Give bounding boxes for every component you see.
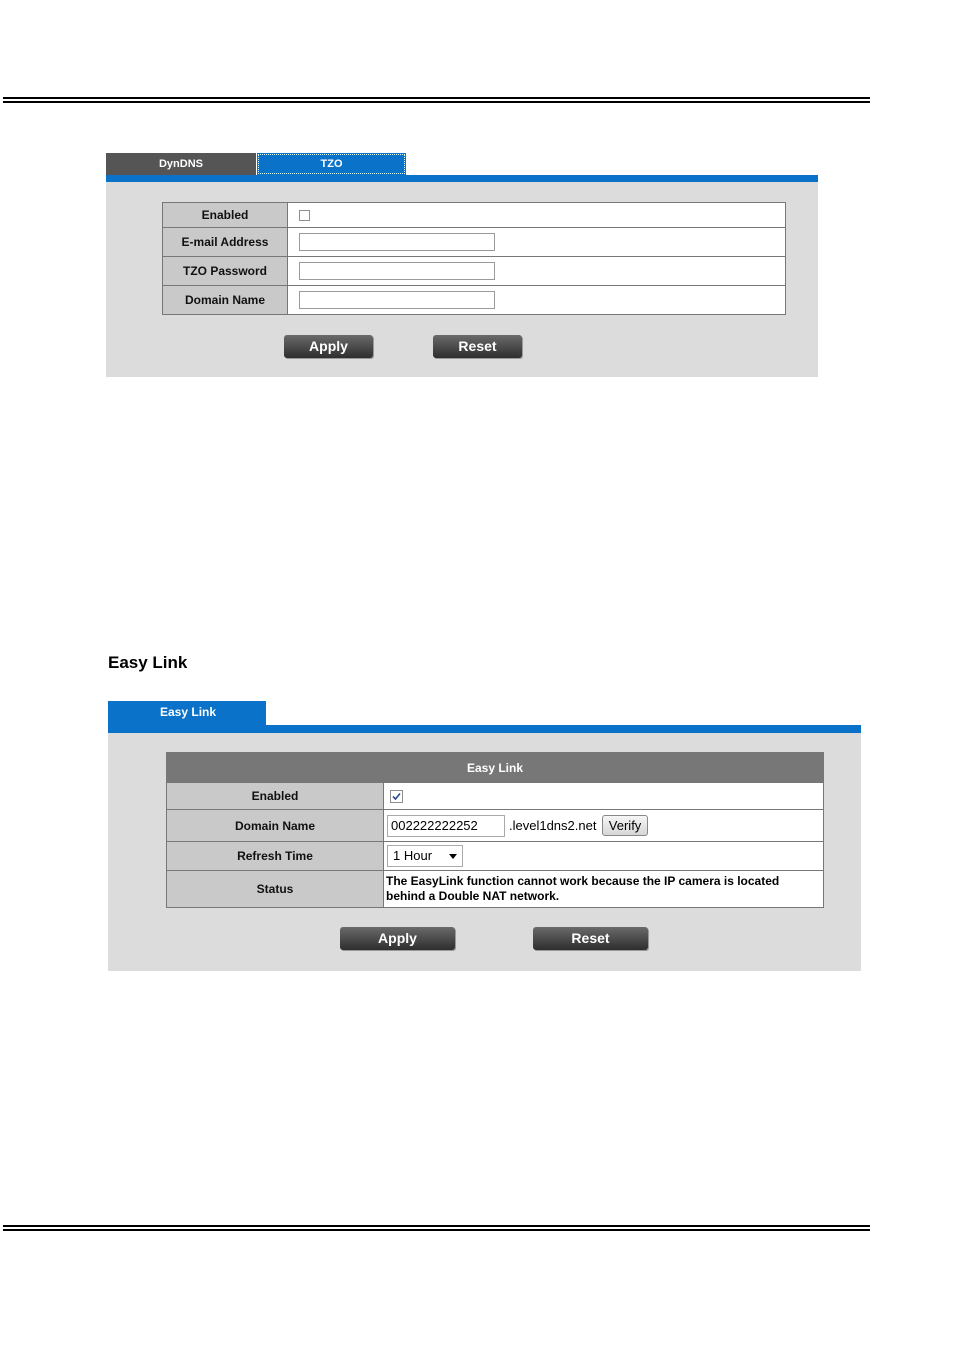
easy-link-panel	[108, 725, 861, 971]
tzo-panel	[106, 175, 818, 377]
tzo-blue-bar	[106, 175, 818, 182]
tzo-row-email	[163, 228, 786, 257]
tab-dyndns[interactable]: DynDNS	[106, 153, 256, 175]
tzo-enabled-checkbox[interactable]	[299, 210, 310, 221]
easy-link-heading: Easy Link	[108, 653, 188, 672]
easy-apply-button[interactable]: Apply	[340, 927, 455, 950]
easy-link-table	[166, 752, 824, 908]
easy-domain-label: Domain Name	[167, 810, 384, 842]
easy-link-header-row	[167, 753, 824, 783]
password-label: TZO Password	[163, 257, 288, 286]
status-label: Status	[167, 871, 384, 908]
chevron-down-icon	[449, 854, 457, 859]
easy-enabled-checkbox[interactable]	[390, 790, 403, 803]
top-rule	[3, 97, 870, 103]
status-text: The EasyLink function cannot work because the IP camera is located behind a Double NAT network.	[384, 871, 824, 908]
tzo-row-domain	[163, 286, 786, 315]
easy-link-blue-bar	[108, 725, 861, 733]
easy-link-row-status	[167, 871, 824, 908]
tab-tzo[interactable]: TZO	[257, 153, 406, 175]
password-input[interactable]	[299, 262, 495, 280]
tzo-row-enabled	[163, 203, 786, 228]
easy-link-row-enabled	[167, 783, 824, 810]
domain-label: Domain Name	[163, 286, 288, 315]
check-icon	[391, 791, 402, 802]
easy-link-table-title: Easy Link	[167, 753, 824, 783]
tzo-row-password	[163, 257, 786, 286]
enabled-label: Enabled	[163, 203, 288, 228]
tzo-apply-button[interactable]: Apply	[284, 335, 373, 358]
refresh-time-value: 1 Hour	[393, 848, 433, 863]
easy-link-row-domain	[167, 810, 824, 842]
email-label: E-mail Address	[163, 228, 288, 257]
easy-enabled-label: Enabled	[167, 783, 384, 810]
verify-button[interactable]: Verify	[602, 815, 649, 836]
tab-easy-link[interactable]: Easy Link	[108, 701, 266, 725]
easy-link-row-refresh	[167, 842, 824, 871]
easy-reset-button[interactable]: Reset	[533, 927, 648, 950]
tzo-form-table	[162, 202, 786, 315]
domain-input[interactable]	[299, 291, 495, 309]
tzo-reset-button[interactable]: Reset	[433, 335, 522, 358]
refresh-time-select[interactable]	[387, 845, 463, 867]
email-input[interactable]	[299, 233, 495, 251]
easy-domain-input[interactable]: 002222222252	[387, 815, 505, 837]
refresh-label: Refresh Time	[167, 842, 384, 871]
bottom-rule	[3, 1225, 870, 1231]
domain-suffix: .level1dns2.net	[509, 818, 597, 833]
